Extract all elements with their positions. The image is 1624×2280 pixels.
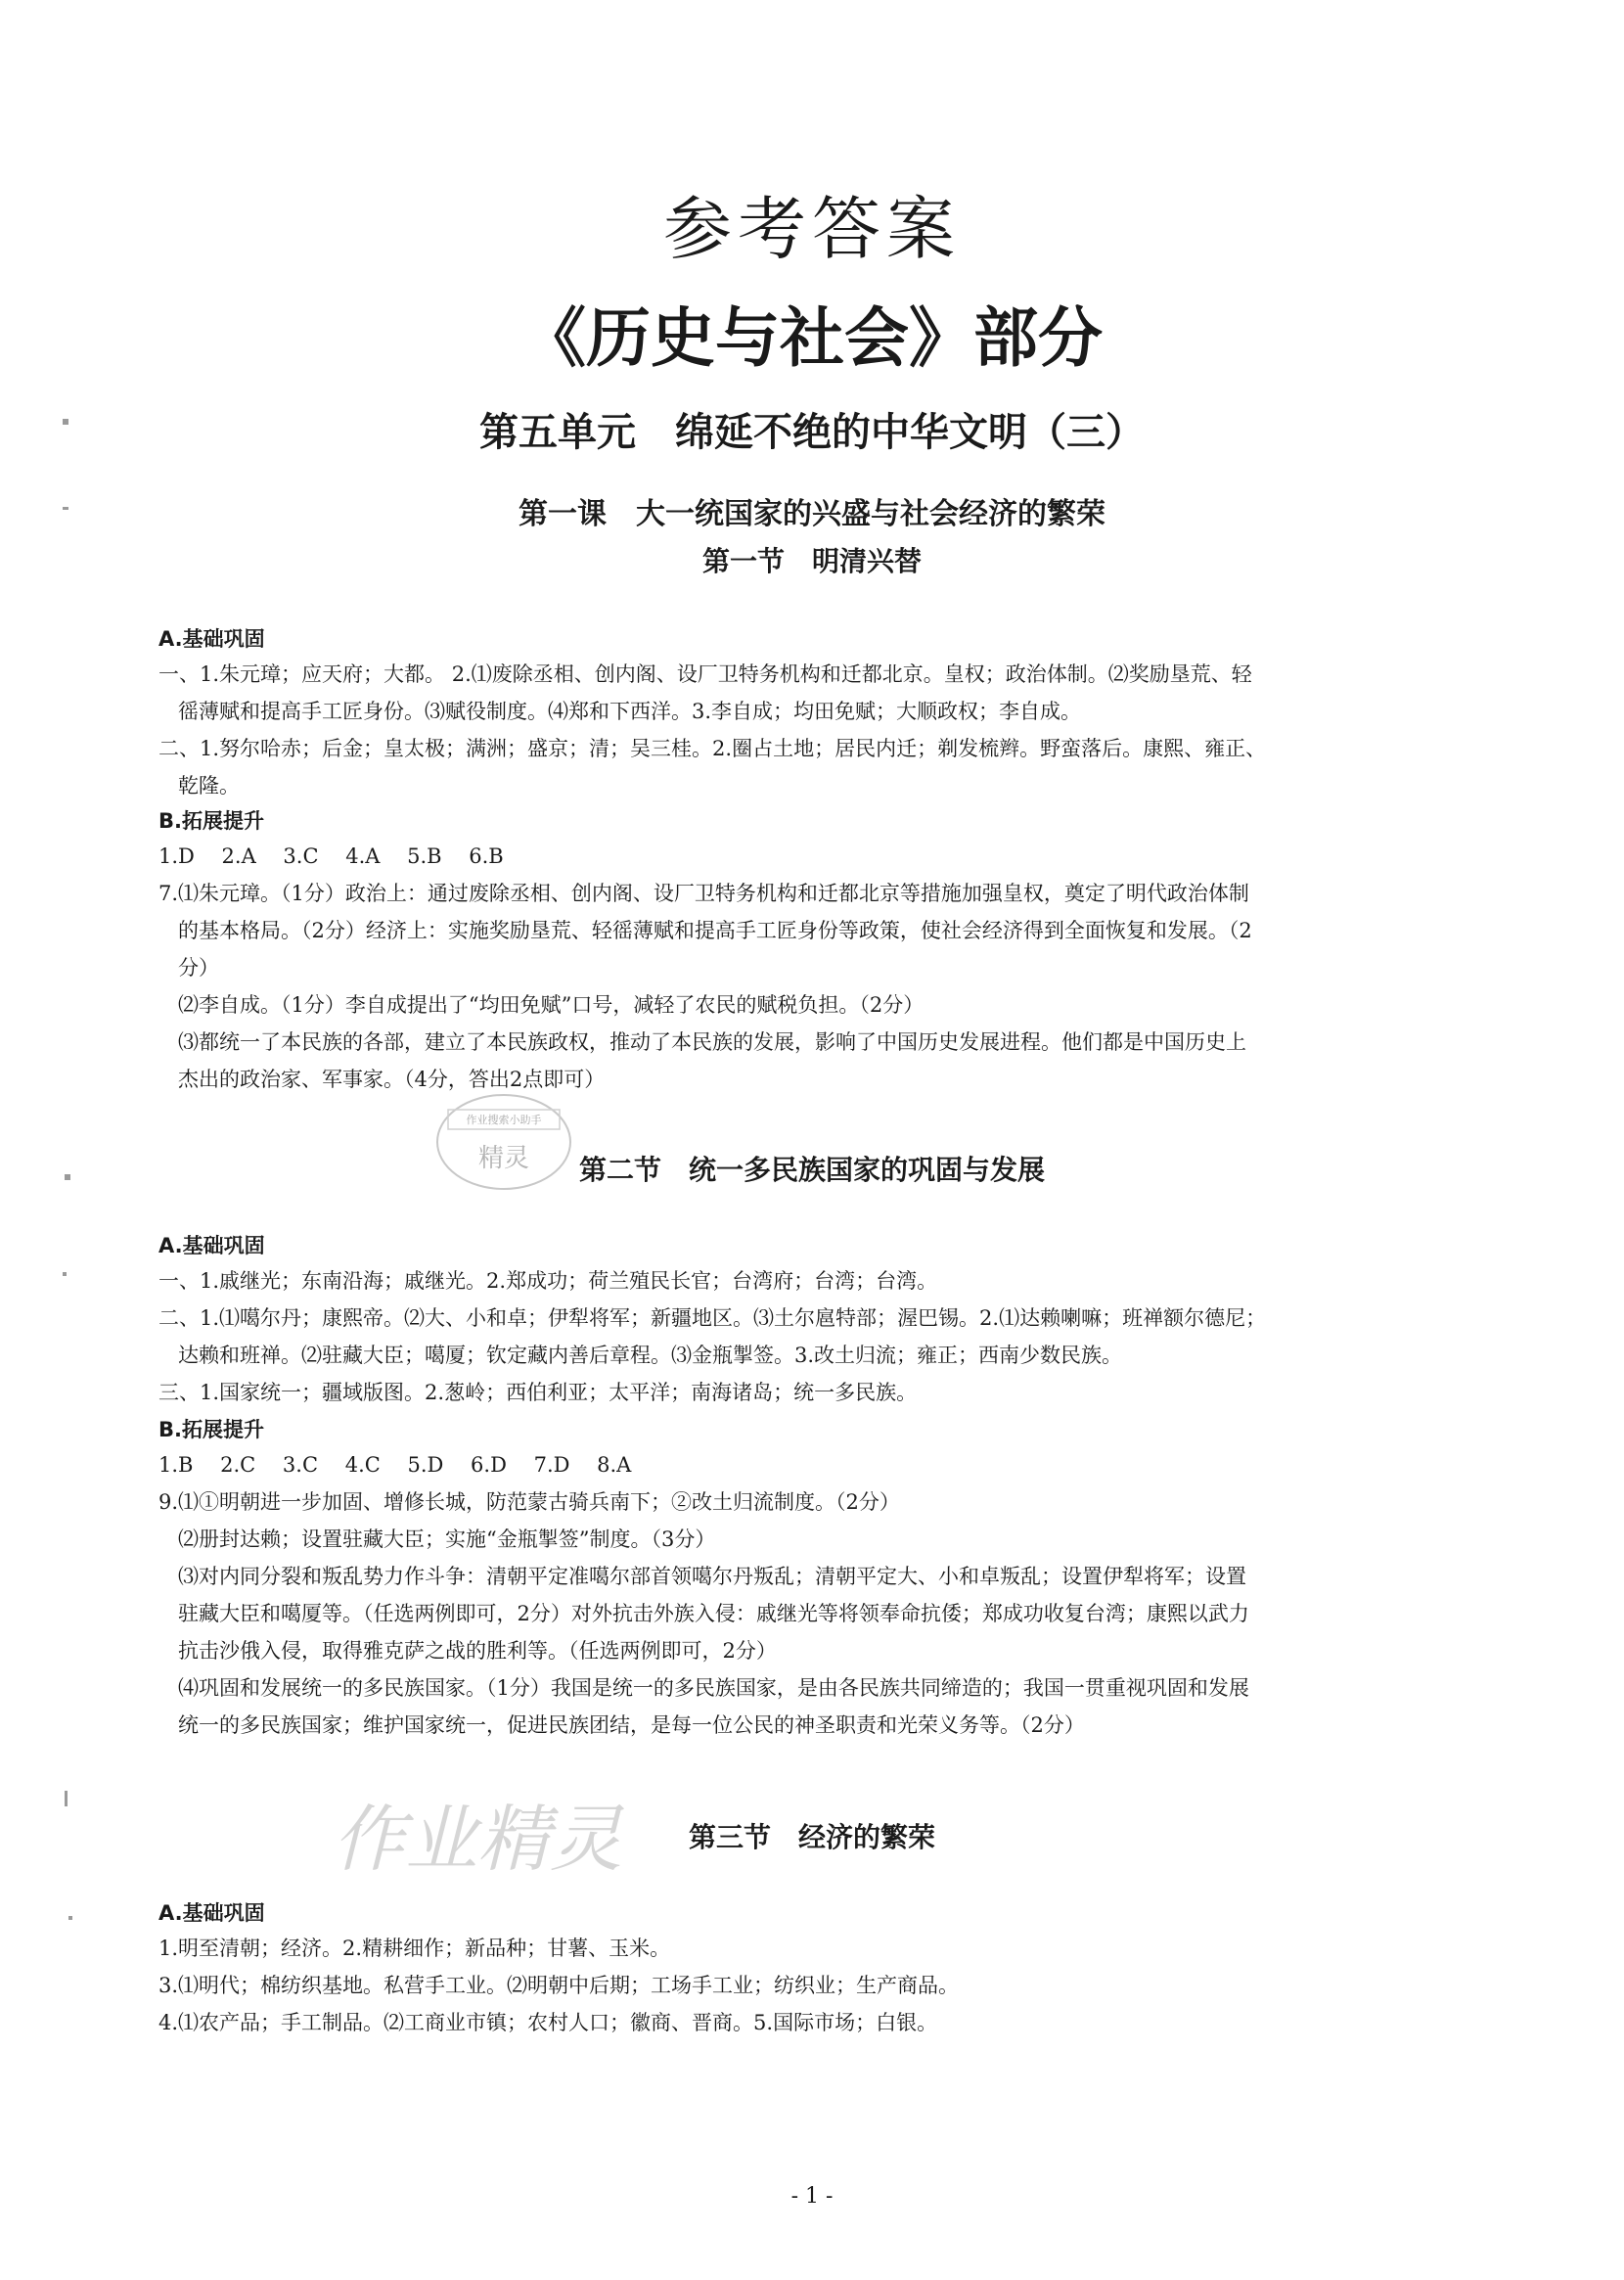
section-1-basic (158, 622, 1469, 804)
section-title-3: 第三节 经济的繁荣 (688, 1821, 935, 1853)
block-heading: B.拓展提升 (158, 809, 264, 833)
watermark-badge-icon (430, 1088, 577, 1196)
answer-line: 9.⑴①明朝进一步加固、增修长城，防范蒙古骑兵南下；②改土归流制度。（2分） (158, 1490, 900, 1514)
badge-name-text: 精灵 (477, 1144, 530, 1173)
answer-line: ⑶都统一了本民族的各部，建立了本民族政权，推动了本民族的发展，影响了中国历史发展进程。他们都是中国历史上 (178, 1030, 1246, 1054)
answer-line: 统一的多民族国家；维护国家统一，促进民族团结，是每一位公民的神圣职责和光荣义务等。（2分） (178, 1713, 1085, 1737)
answer-line: 乾隆。 (178, 774, 240, 798)
scan-speck (65, 1791, 68, 1806)
unit-title: 第五单元 绵延不绝的中华文明（三） (479, 410, 1145, 455)
answer-line: 3.⑴明代；棉纺织基地。私营手工业。⑵明朝中后期；工场手工业；纺织业；生产商品。 (158, 1974, 960, 1997)
answer-line: 4.⑴农产品；手工制品。⑵工商业市镇；农村人口；徽商、晋商。5.国际市场；白银。 (158, 2011, 938, 2034)
section-2-extend (158, 1413, 1469, 1744)
block-heading: B.拓展提升 (158, 1418, 264, 1441)
answer-line: 杰出的政治家、军事家。（4分，答出2点即可） (178, 1068, 606, 1091)
block-heading: A.基础巩固 (158, 1234, 265, 1257)
answer-line: 驻藏大臣和噶厦等。（任选两例即可，2分）对外抗击外族入侵：戚继光等将领奉命抗倭；郑成功收复台湾；康熙以武力 (178, 1602, 1249, 1625)
lesson-title: 第一课 大一统国家的兴盛与社会经济的繁荣 (519, 497, 1105, 531)
answer-line: 1.明至清朝；经济。2.精耕细作；新品种；甘薯、玉米。 (158, 1937, 671, 1960)
answer-line: 二、1.⑴噶尔丹；康熙帝。⑵大、小和卓；伊犁将军；新疆地区。⑶土尔扈特部；渥巴锡。2.⑴达赖喇嘛；班禅额尔德尼； (158, 1306, 1267, 1330)
answer-line: 抗击沙俄入侵，取得雅克萨之战的胜利等。（任选两例即可，2分） (178, 1639, 777, 1663)
answer-line: ⑵李自成。（1分）李自成提出了“均田免赋”口号，减轻了农民的赋税负担。（2分） (178, 993, 925, 1017)
answer-line: 7.⑴朱元璋。（1分）政治上：通过废除丞相、创内阁、设厂卫特务机构和迁都北京等措施加强皇权，奠定了明代政治体制 (158, 882, 1249, 905)
badge-top-text: 作业搜索小助手 (466, 1114, 542, 1126)
section-1-extend (158, 804, 1469, 1098)
block-heading: A.基础巩固 (158, 1901, 265, 1925)
answer-line: 二、1.努尔哈赤；后金；皇太极；满洲；盛京；清；吴三桂。2.圈占土地；居民内迁；剃发梳辫。野蛮落后。康熙、雍正、 (158, 737, 1267, 760)
watermark-stamp: 作业精灵 (333, 1798, 622, 1882)
answer-line: 一、1.戚继光；东南沿海；戚继光。2.郑成功；荷兰殖民长官；台湾府；台湾；台湾。 (158, 1269, 938, 1293)
scan-speck (63, 419, 68, 425)
answer-line: 达赖和班禅。⑵驻藏大臣；噶厦；钦定藏内善后章程。⑶金瓶掣签。3.改土归流；雍正；西南少数民族。 (178, 1344, 1123, 1367)
answer-line: 分） (178, 956, 219, 980)
answer-line: 的基本格局。（2分）经济上：实施奖励垦荒、轻徭薄赋和提高手工匠身份等政策，使社会经济得到全面恢复和发展。（2 (178, 919, 1252, 942)
scan-speck (68, 1916, 72, 1920)
answer-line: 三、1.国家统一；疆域版图。2.葱岭；西伯利亚；太平洋；南海诸岛；统一多民族。 (158, 1381, 918, 1404)
answer-line: 一、1.朱元璋；应天府；大都。 2.⑴废除丞相、创内阁、设厂卫特务机构和迁都北京。皇权；政治体制。⑵奖励垦荒、轻 (158, 662, 1252, 686)
answer-line: 1.B 2.C 3.C 4.C 5.D 6.D 7.D 8.A (158, 1453, 632, 1477)
page-number: - 1 - (790, 2184, 834, 2209)
answer-line: ⑷巩固和发展统一的多民族国家。（1分）我国是统一的多民族国家，是由各民族共同缔造的；我国一贯重视巩固和发展 (178, 1676, 1249, 1700)
answer-line: ⑵册封达赖；设置驻藏大臣；实施“金瓶掣签”制度。（3分） (178, 1528, 716, 1551)
answer-line: 徭薄赋和提高手工匠身份。⑶赋役制度。⑷郑和下西洋。3.李自成；均田免赋；大顺政权；李自成。 (178, 700, 1082, 723)
scan-speck (63, 507, 68, 510)
section-2-basic (158, 1229, 1469, 1411)
section-3-basic (158, 1896, 1469, 2041)
section-title-2: 第二节 统一多民族国家的巩固与发展 (578, 1154, 1045, 1186)
answer-line: 1.D 2.A 3.C 4.A 5.B 6.B (158, 844, 504, 868)
subject-title: 《历史与社会》部分 (521, 300, 1103, 376)
section-title-1: 第一节 明清兴替 (701, 545, 922, 577)
scan-speck (63, 1272, 67, 1276)
page-title: 参考答案 (663, 189, 961, 269)
answer-line: ⑶对内同分裂和叛乱势力作斗争：清朝平定准噶尔部首领噶尔丹叛乱；清朝平定大、小和卓叛乱；设置伊犁将军；设置 (178, 1565, 1246, 1588)
scan-speck (65, 1174, 70, 1180)
block-heading: A.基础巩固 (158, 627, 265, 651)
